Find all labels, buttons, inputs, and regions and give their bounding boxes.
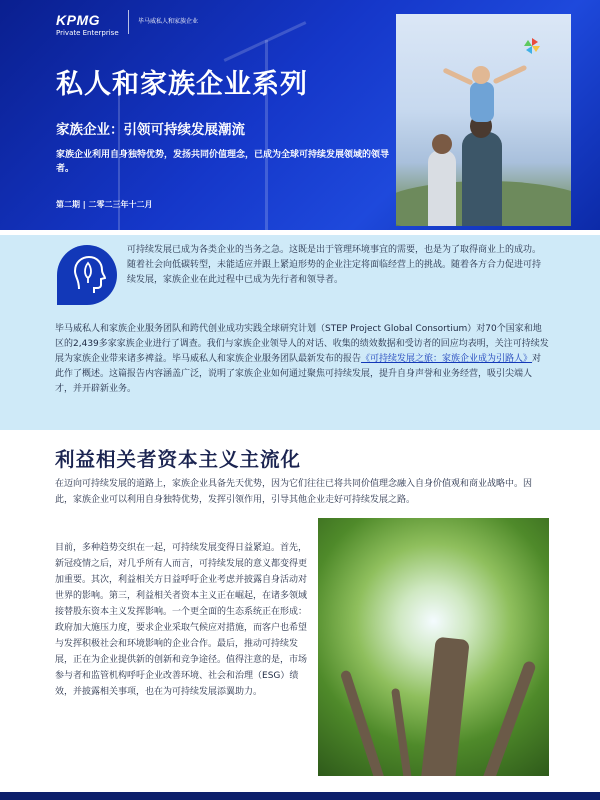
photo-woman-head	[432, 134, 452, 154]
photo-man	[462, 132, 502, 226]
brand-sub-text: Private Enterprise	[56, 29, 119, 37]
hero-banner	[0, 0, 600, 230]
photo-tree-trunk	[481, 660, 537, 776]
intro-paragraph-2-text: 毕马威私人和家族企业服务团队和跨代创业成功实践全球研究计划（STEP Project Global Consortium）对70个国家和地区的2,439多家家族企业进行了调查。我们与家族企业领导人的对话、收集的绩效数据和受访者的回应均表明，关注可持续发展为家族企业带来诸多裨益。毕马威私人和家族企业服务团队最新发布的报告	[55, 324, 549, 364]
section-paragraph-2: 目前，多种趋势交织在一起，可持续发展变得日益紧迫。首先，新冠疫情之后，对几乎所有人而言，可持续发展的意义都变得更加重要。其次，利益相关方日益呼吁企业考虑并披露自身活动对世界的影响。第三，利益相关者资本主义正在崛起，在诸多领域接替股东资本主义发挥影响。一个更全面的生态系统正在形成：政府加大施压力度，要求企业采取气候应对措施，而客户也希望与发挥积极社会和环境影响的企业合作。最后，推动可持续发展，正在为企业提供新的创新和竞争途径。值得注意的是，市场参与者和监管机构呼吁企业改善环境、社会和治理（ESG）绩效，并披露相关事项，也在为可持续发展添翼助力。	[55, 543, 308, 697]
footer-bar	[0, 792, 600, 800]
page-subtitle: 家族企业：引领可持续发展潮流	[56, 122, 245, 138]
section-paragraph-1: 在迈向可持续发展的道路上，家族企业具备先天优势，因为它们往往已将共同价值理念融入自身价值观和商业战略中。因此，家族企业可以利用自身独特优势，发挥引领作用，引导其他企业走好可持续发展之路。	[55, 479, 533, 505]
photo-child-arm	[442, 67, 473, 85]
family-photo	[396, 14, 571, 226]
leaf-head-icon	[57, 245, 117, 305]
forest-photo	[318, 518, 549, 776]
intro-paragraph-1: 可持续发展已成为各类企业的当务之急。这既是出于管理环境事宜的需要，也是为了取得商业上的成功。随着社会向低碳转型，未能适应并跟上紧迫形势的企业注定将面临经营上的挑战。随着各方合力促进可持续发展，家族企业在此过程中已成为先行者和领导者。	[127, 245, 542, 285]
intro-paragraph-2	[55, 322, 549, 397]
kpmg-logo[interactable]	[56, 12, 119, 37]
photo-tree-trunk	[391, 688, 413, 776]
pinwheel-icon	[524, 38, 540, 54]
brand-series-label: 毕马威私人和家族企业	[138, 18, 199, 25]
photo-child-head	[472, 66, 490, 84]
photo-child-arm	[493, 65, 528, 85]
page-title: 私人和家族企业系列	[56, 69, 308, 100]
photo-child	[470, 82, 494, 122]
intro-panel	[0, 235, 600, 430]
section-heading: 利益相关者资本主义主流化	[55, 448, 302, 471]
report-link[interactable]: 《可持续发展之旅：家族企业成为引路人》	[361, 354, 533, 364]
brand-logo-text: KPMG	[56, 12, 100, 28]
issue-info: 第二期 | 二零二三年十二月	[56, 200, 153, 209]
brand-divider	[128, 10, 129, 34]
lead-text: 家族企业利用自身独特优势，发扬共同价值理念，已成为全球可持续发展领域的领导者。	[56, 150, 390, 174]
photo-tree-trunk	[420, 637, 469, 776]
intro-paragraph-2-text-end: 对此作了概述。这篇报告内容涵盖广泛，说明了家族企业如何通过聚焦可持续发展，提升自身声誉和业务经营，吸引尖端人才，并开辟新业务。	[55, 354, 542, 394]
photo-woman	[428, 150, 456, 226]
photo-tree-trunk	[340, 669, 387, 776]
